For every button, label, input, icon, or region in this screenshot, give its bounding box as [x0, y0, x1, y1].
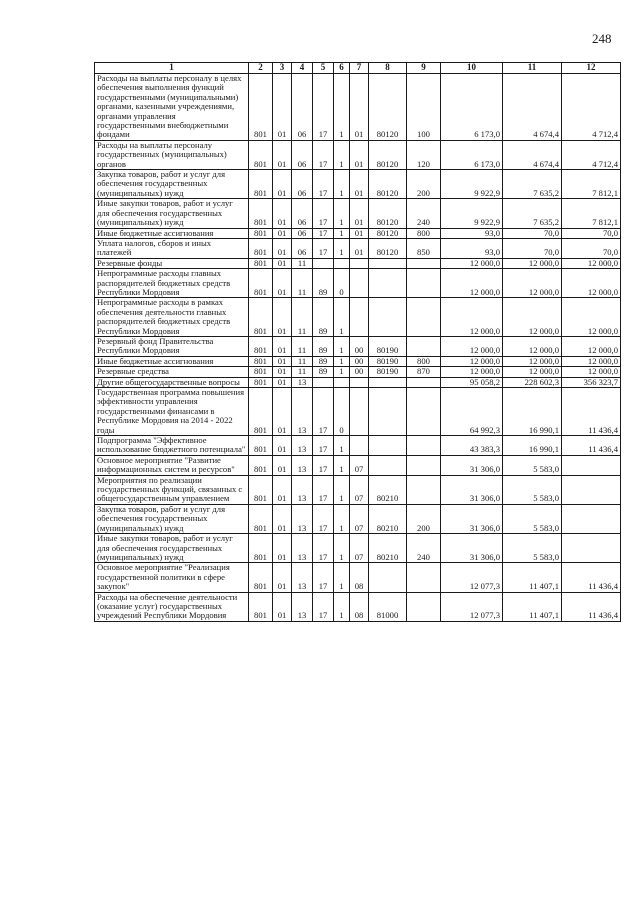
admin-code: 801	[249, 238, 273, 258]
column-header-6: 6	[334, 63, 350, 74]
admin-code: 801	[249, 258, 273, 268]
table-row	[95, 592, 621, 621]
amount-year-3: 11 436,4	[562, 563, 621, 592]
table-row	[95, 436, 621, 456]
subsection-code: 11	[292, 367, 313, 377]
amount-year-1: 31 306,0	[441, 504, 503, 533]
amount-year-3: 11 436,4	[562, 388, 621, 436]
table-row	[95, 228, 621, 238]
amount-year-1: 12 000,0	[441, 298, 503, 337]
subprogram-code: 1	[334, 534, 350, 563]
direction-code: 80210	[369, 475, 407, 504]
amount-year-3: 12 000,0	[562, 258, 621, 268]
column-header-7: 7	[350, 63, 369, 74]
event-code	[350, 436, 369, 456]
section-code: 01	[273, 170, 292, 199]
event-code: 00	[350, 356, 369, 366]
program-code: 17	[313, 563, 334, 592]
admin-code: 801	[249, 563, 273, 592]
amount-year-1: 12 000,0	[441, 258, 503, 268]
subprogram-code: 0	[334, 388, 350, 436]
expense-type-code	[407, 298, 441, 337]
event-code: 01	[350, 228, 369, 238]
program-code: 17	[313, 455, 334, 475]
admin-code: 801	[249, 228, 273, 238]
amount-year-2: 5 583,0	[503, 504, 562, 533]
page-number: 248	[592, 31, 612, 46]
event-code: 07	[350, 534, 369, 563]
amount-year-1: 6 173,0	[441, 140, 503, 169]
expense-type-code: 200	[407, 170, 441, 199]
program-code: 17	[313, 228, 334, 238]
admin-code: 801	[249, 356, 273, 366]
subprogram-code: 1	[334, 592, 350, 621]
expense-type-code: 800	[407, 356, 441, 366]
direction-code: 80210	[369, 504, 407, 533]
column-header-5: 5	[313, 63, 334, 74]
subsection-code: 11	[292, 258, 313, 268]
amount-year-2: 5 583,0	[503, 455, 562, 475]
amount-year-1: 9 922,9	[441, 199, 503, 228]
column-header-8: 8	[369, 63, 407, 74]
amount-year-1: 6 173,0	[441, 74, 503, 141]
subsection-code: 06	[292, 228, 313, 238]
section-code: 01	[273, 356, 292, 366]
amount-year-2: 12 000,0	[503, 298, 562, 337]
amount-year-3: 12 000,0	[562, 367, 621, 377]
table-body	[95, 74, 621, 622]
admin-code: 801	[249, 377, 273, 387]
subsection-code: 11	[292, 336, 313, 356]
amount-year-3: 11 436,4	[562, 592, 621, 621]
expense-type-code: 120	[407, 140, 441, 169]
line-item-name: Непрограммные расходы в рамках обеспечения деятельности главных распорядителей бюджетных средств Республики Мордовия	[95, 298, 249, 337]
direction-code	[369, 388, 407, 436]
amount-year-2: 4 674,4	[503, 140, 562, 169]
subprogram-code	[334, 258, 350, 268]
table-row	[95, 563, 621, 592]
subprogram-code: 1	[334, 455, 350, 475]
event-code: 01	[350, 199, 369, 228]
direction-code: 80210	[369, 534, 407, 563]
event-code	[350, 388, 369, 436]
amount-year-3: 7 812,1	[562, 170, 621, 199]
amount-year-2: 228 602,3	[503, 377, 562, 387]
amount-year-2: 12 000,0	[503, 336, 562, 356]
amount-year-2: 7 635,2	[503, 199, 562, 228]
subprogram-code: 1	[334, 504, 350, 533]
subsection-code: 06	[292, 74, 313, 141]
table-row	[95, 298, 621, 337]
amount-year-1: 12 000,0	[441, 367, 503, 377]
expense-type-code: 240	[407, 199, 441, 228]
program-code: 17	[313, 199, 334, 228]
line-item-name: Расходы на выплаты персоналу в целях обеспечения выполнения функций государственными (муниципальными) органами, казенными учреждениями, органами управления государственными внебюджетными фондами	[95, 74, 249, 141]
line-item-name: Другие общегосударственные вопросы	[95, 377, 249, 387]
expense-type-code: 100	[407, 74, 441, 141]
admin-code: 801	[249, 336, 273, 356]
admin-code: 801	[249, 74, 273, 141]
direction-code: 81000	[369, 592, 407, 621]
amount-year-2: 16 990,1	[503, 388, 562, 436]
direction-code	[369, 298, 407, 337]
amount-year-3: 4 712,4	[562, 74, 621, 141]
table-row	[95, 140, 621, 169]
admin-code: 801	[249, 140, 273, 169]
admin-code: 801	[249, 475, 273, 504]
amount-year-1: 31 306,0	[441, 475, 503, 504]
program-code: 17	[313, 170, 334, 199]
section-code: 01	[273, 534, 292, 563]
table-row	[95, 504, 621, 533]
amount-year-1: 95 058,2	[441, 377, 503, 387]
program-code: 89	[313, 367, 334, 377]
table-row	[95, 258, 621, 268]
section-code: 01	[273, 388, 292, 436]
direction-code: 80190	[369, 336, 407, 356]
admin-code: 801	[249, 436, 273, 456]
line-item-name: Резервный фонд Правительства Республики Мордовия	[95, 336, 249, 356]
line-item-name: Иные бюджетные ассигнования	[95, 228, 249, 238]
direction-code: 80120	[369, 228, 407, 238]
amount-year-1: 31 306,0	[441, 455, 503, 475]
subsection-code: 13	[292, 377, 313, 387]
amount-year-2: 11 407,1	[503, 563, 562, 592]
section-code: 01	[273, 436, 292, 456]
expense-type-code	[407, 377, 441, 387]
expense-type-code: 240	[407, 534, 441, 563]
subsection-code: 11	[292, 298, 313, 337]
subprogram-code: 1	[334, 140, 350, 169]
subsection-code: 06	[292, 170, 313, 199]
program-code: 17	[313, 140, 334, 169]
expense-type-code: 800	[407, 228, 441, 238]
expense-type-code	[407, 388, 441, 436]
line-item-name: Закупка товаров, работ и услуг для обеспечения государственных (муниципальных) нужд	[95, 170, 249, 199]
event-code: 08	[350, 592, 369, 621]
event-code: 00	[350, 336, 369, 356]
direction-code	[369, 563, 407, 592]
subprogram-code: 1	[334, 170, 350, 199]
expense-type-code: 870	[407, 367, 441, 377]
event-code	[350, 258, 369, 268]
expense-type-code	[407, 269, 441, 298]
table-row	[95, 74, 621, 141]
table-row	[95, 356, 621, 366]
table-row	[95, 170, 621, 199]
section-code: 01	[273, 228, 292, 238]
subprogram-code: 1	[334, 228, 350, 238]
table-row	[95, 199, 621, 228]
subprogram-code: 1	[334, 367, 350, 377]
section-code: 01	[273, 455, 292, 475]
column-header-9: 9	[407, 63, 441, 74]
amount-year-2: 70,0	[503, 228, 562, 238]
line-item-name: Уплата налогов, сборов и иных платежей	[95, 238, 249, 258]
admin-code: 801	[249, 367, 273, 377]
column-header-10: 10	[441, 63, 503, 74]
amount-year-3	[562, 455, 621, 475]
column-header-row	[95, 63, 621, 74]
admin-code: 801	[249, 534, 273, 563]
expense-type-code	[407, 475, 441, 504]
expense-type-code: 850	[407, 238, 441, 258]
program-code: 17	[313, 74, 334, 141]
line-item-name: Государственная программа повышения эффективности управления государственными финансами в Республике Мордовия на 2014 - 2022 годы	[95, 388, 249, 436]
expense-type-code	[407, 592, 441, 621]
admin-code: 801	[249, 269, 273, 298]
direction-code: 80120	[369, 238, 407, 258]
amount-year-2: 11 407,1	[503, 592, 562, 621]
line-item-name: Расходы на выплаты персоналу государственных (муниципальных) органов	[95, 140, 249, 169]
amount-year-2: 7 635,2	[503, 170, 562, 199]
table-row	[95, 367, 621, 377]
direction-code: 80120	[369, 74, 407, 141]
amount-year-1: 31 306,0	[441, 534, 503, 563]
subsection-code: 06	[292, 199, 313, 228]
subsection-code: 13	[292, 388, 313, 436]
program-code	[313, 258, 334, 268]
amount-year-2: 12 000,0	[503, 258, 562, 268]
program-code: 89	[313, 298, 334, 337]
direction-code: 80190	[369, 367, 407, 377]
expense-type-code	[407, 455, 441, 475]
amount-year-2: 5 583,0	[503, 534, 562, 563]
amount-year-3: 70,0	[562, 228, 621, 238]
section-code: 01	[273, 504, 292, 533]
column-header-2: 2	[249, 63, 273, 74]
amount-year-1: 9 922,9	[441, 170, 503, 199]
table-row	[95, 475, 621, 504]
subprogram-code: 1	[334, 298, 350, 337]
event-code: 01	[350, 170, 369, 199]
amount-year-2: 16 990,1	[503, 436, 562, 456]
section-code: 01	[273, 74, 292, 141]
subsection-code: 06	[292, 238, 313, 258]
section-code: 01	[273, 377, 292, 387]
subprogram-code: 1	[334, 356, 350, 366]
program-code: 17	[313, 436, 334, 456]
direction-code	[369, 258, 407, 268]
section-code: 01	[273, 269, 292, 298]
direction-code: 80190	[369, 356, 407, 366]
line-item-name: Подпрограмма "Эффективное использование бюджетного потенциала"	[95, 436, 249, 456]
subsection-code: 13	[292, 563, 313, 592]
line-item-name: Основное мероприятие "Реализация государственной политики в сфере закупок"	[95, 563, 249, 592]
event-code: 07	[350, 504, 369, 533]
expense-type-code: 200	[407, 504, 441, 533]
amount-year-3: 12 000,0	[562, 336, 621, 356]
program-code	[313, 377, 334, 387]
line-item-name: Иные закупки товаров, работ и услуг для обеспечения государственных (муниципальных) нужд	[95, 534, 249, 563]
event-code: 01	[350, 74, 369, 141]
admin-code: 801	[249, 504, 273, 533]
subprogram-code: 1	[334, 199, 350, 228]
amount-year-3: 12 000,0	[562, 356, 621, 366]
admin-code: 801	[249, 199, 273, 228]
direction-code: 80120	[369, 170, 407, 199]
subprogram-code: 1	[334, 238, 350, 258]
subsection-code: 11	[292, 269, 313, 298]
program-code: 17	[313, 475, 334, 504]
event-code: 01	[350, 238, 369, 258]
table-row	[95, 534, 621, 563]
table-row	[95, 377, 621, 387]
column-header-12: 12	[562, 63, 621, 74]
line-item-name: Закупка товаров, работ и услуг для обеспечения государственных (муниципальных) нужд	[95, 504, 249, 533]
column-header-11: 11	[503, 63, 562, 74]
event-code: 07	[350, 475, 369, 504]
subsection-code: 06	[292, 140, 313, 169]
line-item-name: Мероприятия по реализации государственных функций, связанных с общегосударственным управлением	[95, 475, 249, 504]
amount-year-2: 70,0	[503, 238, 562, 258]
program-code: 17	[313, 504, 334, 533]
subprogram-code	[334, 377, 350, 387]
table-row	[95, 269, 621, 298]
section-code: 01	[273, 336, 292, 356]
amount-year-1: 12 077,3	[441, 592, 503, 621]
expense-type-code	[407, 563, 441, 592]
table-row	[95, 336, 621, 356]
amount-year-3: 11 436,4	[562, 436, 621, 456]
table-row	[95, 455, 621, 475]
amount-year-3	[562, 534, 621, 563]
event-code: 08	[350, 563, 369, 592]
subsection-code: 13	[292, 504, 313, 533]
amount-year-1: 43 383,3	[441, 436, 503, 456]
expense-type-code	[407, 258, 441, 268]
direction-code: 80120	[369, 199, 407, 228]
amount-year-3	[562, 504, 621, 533]
admin-code: 801	[249, 298, 273, 337]
amount-year-3: 12 000,0	[562, 298, 621, 337]
amount-year-1: 12 000,0	[441, 356, 503, 366]
amount-year-3: 70,0	[562, 238, 621, 258]
program-code: 89	[313, 269, 334, 298]
amount-year-1: 12 077,3	[441, 563, 503, 592]
subsection-code: 13	[292, 475, 313, 504]
amount-year-2: 5 583,0	[503, 475, 562, 504]
event-code: 01	[350, 140, 369, 169]
section-code: 01	[273, 475, 292, 504]
subsection-code: 13	[292, 455, 313, 475]
amount-year-3: 356 323,7	[562, 377, 621, 387]
expense-type-code	[407, 436, 441, 456]
amount-year-3: 7 812,1	[562, 199, 621, 228]
line-item-name: Резервные средства	[95, 367, 249, 377]
line-item-name: Расходы на обеспечение деятельности (оказание услуг) государственных учреждений Республики Мордовия	[95, 592, 249, 621]
section-code: 01	[273, 140, 292, 169]
column-header-3: 3	[273, 63, 292, 74]
line-item-name: Основное мероприятие "Развитие информационных систем и ресурсов"	[95, 455, 249, 475]
program-code: 17	[313, 238, 334, 258]
admin-code: 801	[249, 170, 273, 199]
event-code: 00	[350, 367, 369, 377]
subsection-code: 13	[292, 436, 313, 456]
direction-code: 80120	[369, 140, 407, 169]
subprogram-code: 1	[334, 74, 350, 141]
subprogram-code: 1	[334, 436, 350, 456]
section-code: 01	[273, 592, 292, 621]
amount-year-3: 12 000,0	[562, 269, 621, 298]
budget-table	[94, 62, 621, 622]
direction-code	[369, 455, 407, 475]
event-code: 07	[350, 455, 369, 475]
program-code: 17	[313, 388, 334, 436]
program-code: 17	[313, 592, 334, 621]
subprogram-code: 1	[334, 336, 350, 356]
expense-type-code	[407, 336, 441, 356]
admin-code: 801	[249, 455, 273, 475]
event-code	[350, 298, 369, 337]
amount-year-2: 12 000,0	[503, 269, 562, 298]
admin-code: 801	[249, 388, 273, 436]
amount-year-3: 4 712,4	[562, 140, 621, 169]
amount-year-2: 12 000,0	[503, 356, 562, 366]
table-row	[95, 238, 621, 258]
event-code	[350, 269, 369, 298]
section-code: 01	[273, 199, 292, 228]
column-header-1: 1	[95, 63, 249, 74]
section-code: 01	[273, 238, 292, 258]
section-code: 01	[273, 258, 292, 268]
subsection-code: 13	[292, 534, 313, 563]
subprogram-code: 1	[334, 563, 350, 592]
table-row	[95, 388, 621, 436]
admin-code: 801	[249, 592, 273, 621]
amount-year-1: 12 000,0	[441, 269, 503, 298]
amount-year-1: 93,0	[441, 228, 503, 238]
amount-year-3	[562, 475, 621, 504]
line-item-name: Иные бюджетные ассигнования	[95, 356, 249, 366]
event-code	[350, 377, 369, 387]
amount-year-1: 12 000,0	[441, 336, 503, 356]
line-item-name: Резервные фонды	[95, 258, 249, 268]
subprogram-code: 0	[334, 269, 350, 298]
program-code: 89	[313, 336, 334, 356]
direction-code	[369, 436, 407, 456]
amount-year-2: 4 674,4	[503, 74, 562, 141]
program-code: 17	[313, 534, 334, 563]
direction-code	[369, 377, 407, 387]
line-item-name: Непрограммные расходы главных распорядителей бюджетных средств Республики Мордовия	[95, 269, 249, 298]
line-item-name: Иные закупки товаров, работ и услуг для обеспечения государственных (муниципальных) нужд	[95, 199, 249, 228]
direction-code	[369, 269, 407, 298]
section-code: 01	[273, 298, 292, 337]
column-header-4: 4	[292, 63, 313, 74]
amount-year-1: 93,0	[441, 238, 503, 258]
program-code: 89	[313, 356, 334, 366]
subsection-code: 13	[292, 592, 313, 621]
amount-year-1: 64 992,3	[441, 388, 503, 436]
amount-year-2: 12 000,0	[503, 367, 562, 377]
section-code: 01	[273, 367, 292, 377]
subsection-code: 11	[292, 356, 313, 366]
section-code: 01	[273, 563, 292, 592]
subprogram-code: 1	[334, 475, 350, 504]
